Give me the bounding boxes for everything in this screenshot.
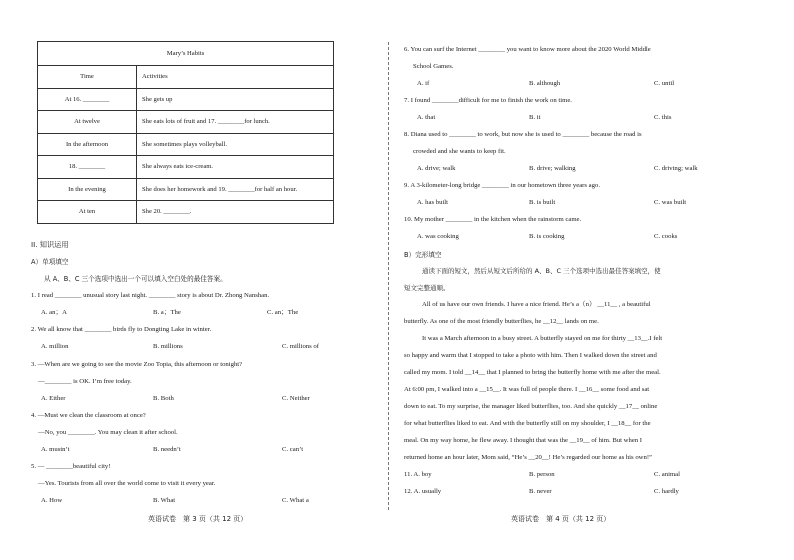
section-title: II. 知识运用 — [31, 240, 69, 249]
time-cell: In the evening — [38, 178, 137, 201]
q5-option-b: B. What — [153, 497, 176, 504]
question-10: 10. My mother ________ in the kitchen when the rainstorm came. — [404, 216, 582, 223]
q4-option-b: B. needn’t — [153, 446, 181, 453]
q5-option-a: A. How — [41, 497, 63, 504]
passage-line: down to eat. To my surprise, the manager liked butterflies, too. And she quickly __17__ online — [404, 403, 658, 410]
q12-option-a: 12. A. usually — [404, 488, 442, 495]
cloze-instruction-line-2: 短文完整通顺。 — [404, 284, 450, 292]
q5-option-c: C. What a — [282, 497, 309, 504]
passage-line: At 6:00 pm, I walked into a __15__. It was full of people there. I __16__ some food and sat — [404, 386, 650, 393]
q3-option-b: B. Both — [153, 395, 174, 402]
question-9: 9. A 3-kilometer-long bridge ________ in our hometown three years ago. — [404, 182, 600, 189]
time-cell: At ten — [38, 201, 137, 224]
activity-cell: She 20. ________. — [137, 201, 334, 224]
question-4-line-1: 4. —Must we clean the classroom at once? — [31, 412, 146, 419]
table-title: Mary’s Habits — [38, 42, 334, 66]
cloze-instruction-line-1: 通读下面的短文，然后从短文后所给的 A、B、C 三个选项中选出最佳答案填空，使 — [422, 267, 661, 275]
question-3-line-1: 3. —When are we going to see the movie Zoo Topia, this afternoon or tonight? — [31, 361, 243, 368]
time-cell: 18. ________ — [38, 156, 137, 179]
q8-option-b: B. drive; walking — [529, 165, 576, 172]
q9-option-a: A. has built — [417, 199, 449, 206]
q1-option-b: B. a；The — [153, 309, 181, 316]
q12-option-b: B. never — [529, 488, 552, 495]
passage-line: meal. On my way home, he flew away. I thought that was the __19__ of him. But when I — [404, 437, 643, 444]
passage-line: All of us have our own friends. I have a nice friend. He’s a（n） __11__ , a beautiful — [422, 301, 651, 308]
left-page — [0, 0, 384, 560]
activity-cell: She always eats ice-cream. — [137, 156, 334, 179]
q9-option-c: C. was built — [654, 199, 687, 206]
time-cell: At 16. ________ — [38, 88, 137, 111]
q6-option-a: A. if — [417, 80, 430, 87]
instruction-text: 从 A、B、C 三个选项中选出一个可以填入空白处的最佳答案。 — [44, 275, 227, 283]
q8-option-a: A. drive; walk — [417, 165, 456, 172]
q9-option-b: B. is built — [529, 199, 556, 206]
right-page — [395, 0, 794, 560]
q10-option-c: C. cooks — [654, 233, 678, 240]
question-4-line-2: —No, you ________. You may clean it after school. — [38, 429, 178, 436]
question-8-line-1: 8. Diana used to ________ to work, but now she is used to ________ because the road is — [404, 131, 642, 138]
q6-option-c: C. until — [654, 80, 675, 87]
q11-option-a: 11. A. boy — [404, 471, 432, 478]
passage-line: It was a March afternoon in a busy street. A butterfly stayed on me for thirty __13__.I felt — [422, 335, 663, 342]
page-footer-3: 英语试卷 第 3 页（共 12 页） — [148, 515, 248, 523]
q1-option-c: C. an；The — [267, 309, 299, 316]
activity-cell: She eats lots of fruit and 17. ________for lunch. — [137, 111, 334, 134]
activity-cell: She sometimes plays volleyball. — [137, 133, 334, 156]
activity-cell: She does her homework and 19. ________for half an hour. — [137, 178, 334, 201]
col-header-activities: Activities — [137, 66, 334, 89]
q1-option-a: A. an；A — [41, 309, 68, 316]
q8-option-c: C. driving; walk — [654, 165, 698, 172]
q2-option-b: B. millions — [153, 343, 183, 350]
q4-option-c: C. can’t — [282, 446, 304, 453]
q6-option-b: B. although — [529, 80, 561, 87]
passage-line: for what butterflies liked to eat. And with the butterfly still on my shoulder, I __18__ for the — [404, 420, 651, 427]
question-7: 7. I found ________difficult for me to finish the work on time. — [404, 97, 572, 104]
q7-option-c: C. this — [654, 114, 672, 121]
passage-line: so happy and warm that I stopped to take a photo with him. Then I walked down the street and — [404, 352, 657, 359]
activity-cell: She gets up — [137, 88, 334, 111]
question-6-line-2: School Games. — [413, 63, 454, 70]
q2-option-c: C. millions of — [282, 343, 319, 350]
subsection-a-title: A）单项填空 — [31, 258, 69, 266]
subsection-b-title: B）完形填空 — [404, 251, 442, 259]
table-row — [38, 88, 334, 111]
col-header-time: Time — [38, 66, 137, 89]
question-1: 1. I read ________ unusual story last night. ________ story is about Dr. Zhong Nanshan. — [31, 292, 270, 299]
table-row — [38, 178, 334, 201]
question-2: 2. We all know that ________ birds fly to Dongting Lake in winter. — [31, 326, 212, 333]
table-row — [38, 201, 334, 224]
marys-habits-table — [37, 41, 334, 224]
q10-option-a: A. was cooking — [417, 233, 459, 240]
time-cell: In the afternoon — [38, 133, 137, 156]
passage-line: called my mom. I told __14__ that I planned to bring the butterfly home with me after the meal. — [404, 369, 661, 376]
q7-option-b: B. it — [529, 114, 541, 121]
table-row — [38, 111, 334, 134]
q7-option-a: A. that — [417, 114, 436, 121]
q3-option-c: C. Neither — [282, 395, 310, 402]
q11-option-b: B. person — [529, 471, 555, 478]
table-row — [38, 133, 334, 156]
passage-line: returned home an hour later, Mom said, “He’s __20__! He’s regarded our home as his own!” — [404, 454, 653, 461]
table-row — [38, 156, 334, 179]
q4-option-a: A. mustn’t — [41, 446, 70, 453]
q2-option-a: A. million — [41, 343, 69, 350]
page-divider — [388, 42, 389, 510]
question-5-line-2: —Yes. Tourists from all over the world come to visit it every year. — [38, 480, 216, 487]
question-5-line-1: 5. — ________beautiful city! — [31, 463, 111, 470]
question-8-line-2: crowded and she wants to keep fit. — [413, 148, 506, 155]
question-3-line-2: —________ is OK. I’m free today. — [38, 378, 132, 385]
q3-option-a: A. Either — [41, 395, 66, 402]
time-cell: At twelve — [38, 111, 137, 134]
q10-option-b: B. is cooking — [529, 233, 565, 240]
q12-option-c: C. hardly — [654, 488, 679, 495]
passage-line: butterfly. As one of the most friendly butterflies, he __12__ lands on me. — [404, 318, 599, 325]
question-6-line-1: 6. You can surf the Internet ________ you want to know more about the 2020 World Middle — [404, 46, 651, 53]
page-footer-4: 英语试卷 第 4 页（共 12 页） — [511, 515, 611, 523]
q11-option-c: C. animal — [654, 471, 681, 478]
